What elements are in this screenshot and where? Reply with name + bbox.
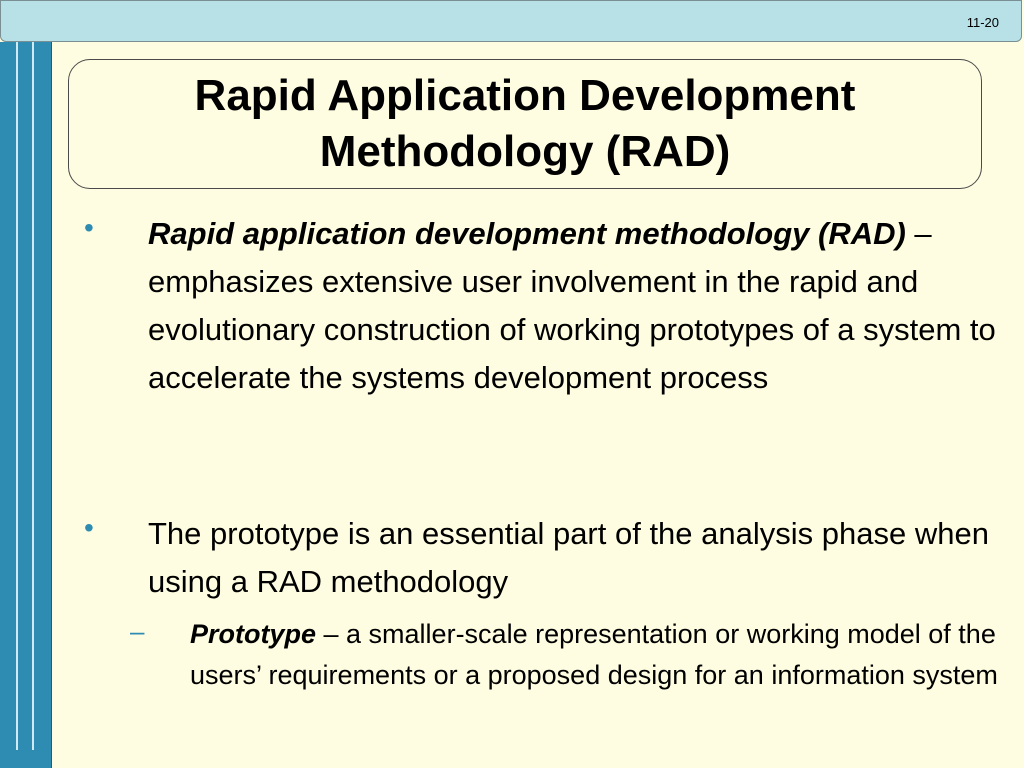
title-box: [68, 59, 982, 189]
top-banner: [0, 0, 1022, 42]
bullet-text: The prototype is an essential part of the analysis phase when using a RAD methodology: [148, 516, 989, 599]
left-bar-stripe: [32, 42, 34, 750]
bullet-marker: •: [84, 512, 94, 543]
bullet-text: [148, 210, 1016, 402]
left-bar-stripe: [16, 42, 18, 750]
bullet-term: Rapid application development methodology (RAD): [148, 216, 906, 251]
bullet-definition: – emphasizes extensive user involvement in the rapid and evolutionary construction of working prototypes of a system to accelerate the systems development process: [148, 216, 996, 395]
sub-bullet-definition: – a smaller-scale representation or working model of the users’ requirements or a proposed design for an information system: [190, 619, 998, 690]
slide-title: Rapid Application Development Methodology (RAD): [194, 71, 856, 176]
left-decorative-bar: [0, 42, 52, 768]
sub-bullet-term: Prototype: [190, 619, 317, 649]
bullet-marker: •: [84, 212, 94, 243]
sub-bullet-marker: –: [130, 616, 145, 646]
sub-bullet-text: [190, 614, 1020, 696]
slide-number: 11-20: [966, 15, 999, 30]
